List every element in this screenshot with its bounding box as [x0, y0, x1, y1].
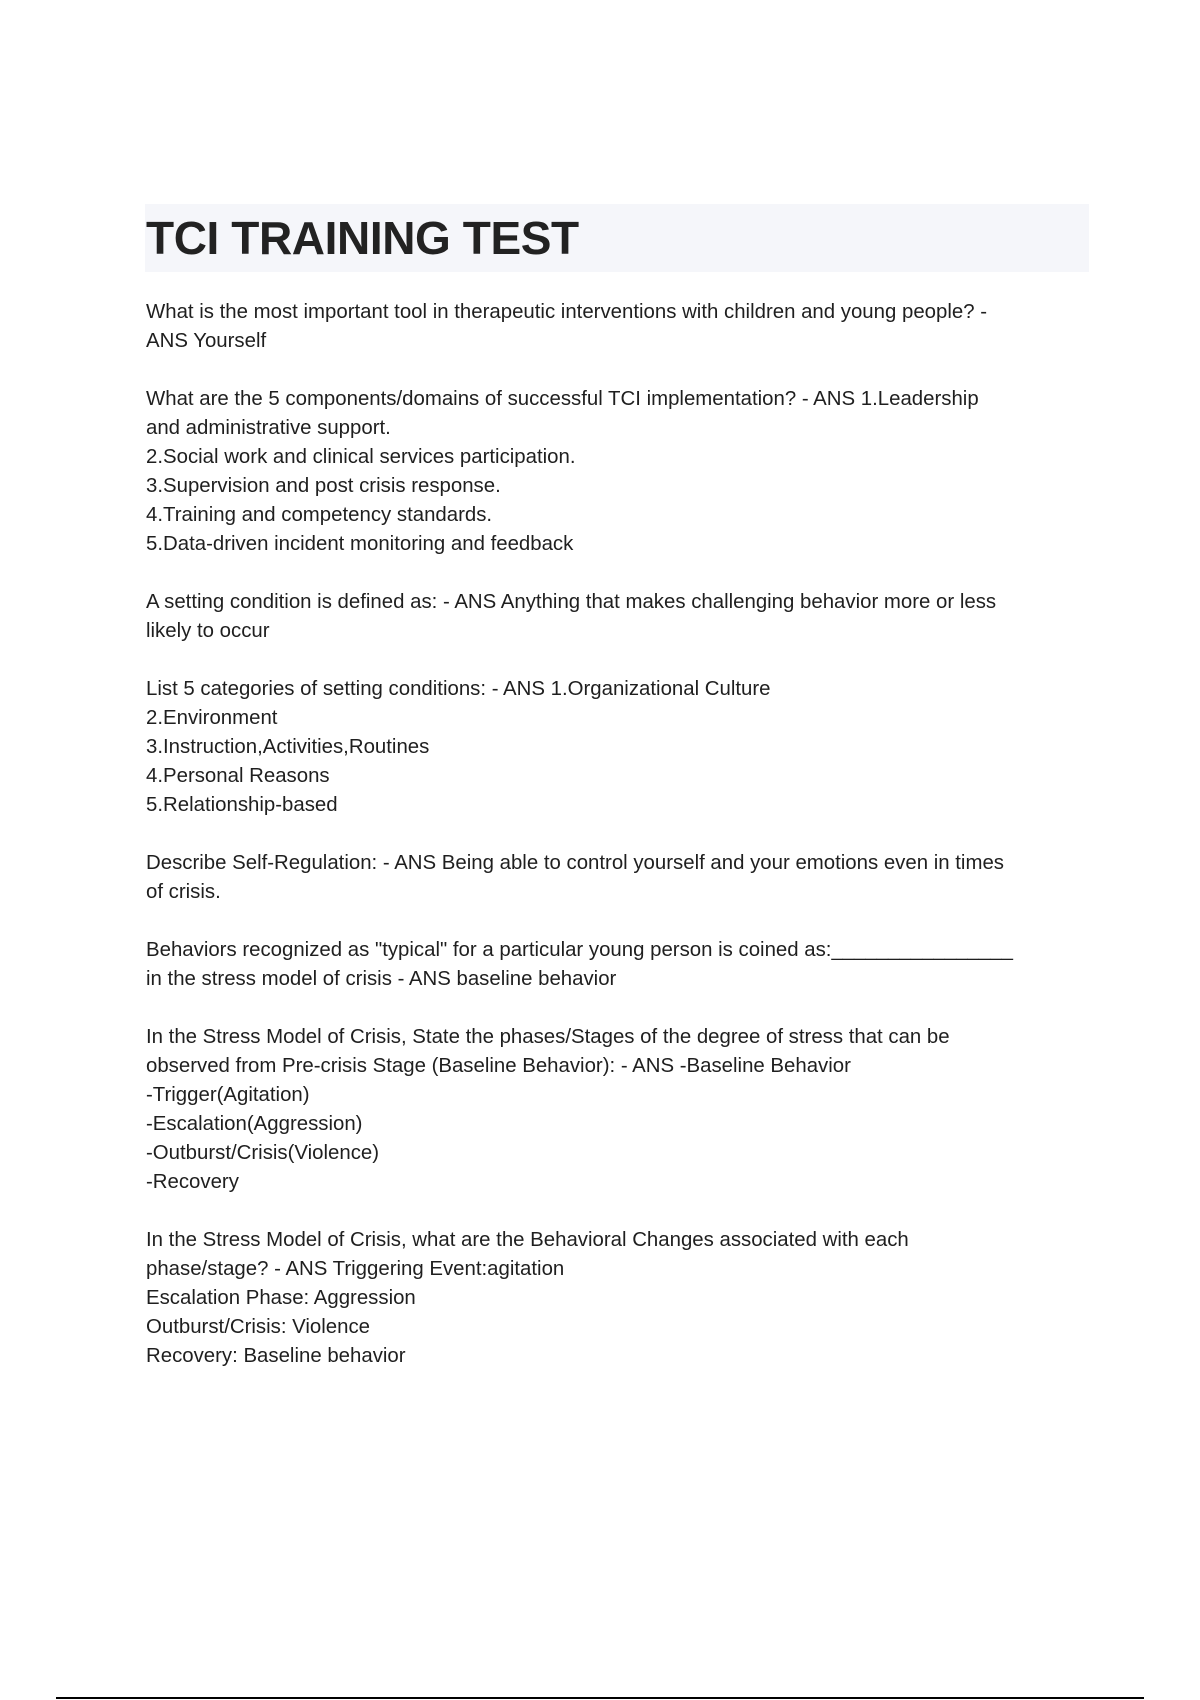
qa-line: likely to occur [146, 620, 270, 642]
document-title: TCI TRAINING TEST [146, 212, 579, 264]
qa-line: A setting condition is defined as: - ANS Anything that makes challenging behavior more or less [146, 591, 997, 613]
qa-line: 2.Environment [146, 707, 278, 729]
qa-line: -Recovery [146, 1171, 239, 1193]
qa-item-4 [146, 675, 1096, 820]
qa-line: phase/stage? - ANS Triggering Event:agitation [146, 1258, 565, 1280]
qa-line: of crisis. [146, 881, 221, 903]
qa-line: 3.Supervision and post crisis response. [146, 475, 501, 497]
qa-line: Outburst/Crisis: Violence [146, 1316, 371, 1338]
qa-line: observed from Pre-crisis Stage (Baseline Behavior): - ANS -Baseline Behavior [146, 1055, 851, 1077]
qa-line: ANS Yourself [146, 330, 267, 352]
qa-line: What is the most important tool in therapeutic interventions with children and young people? - [146, 301, 988, 323]
qa-list [146, 298, 1096, 1400]
qa-line: Behaviors recognized as "typical" for a particular young person is coined as:________________ [146, 939, 1013, 961]
qa-line: 5.Relationship-based [146, 794, 338, 816]
qa-item-8 [146, 1226, 1096, 1371]
qa-item-3 [146, 588, 1096, 646]
qa-line: 4.Training and competency standards. [146, 504, 493, 526]
page-bottom-rule [56, 1697, 1144, 1699]
qa-line: List 5 categories of setting conditions: - ANS 1.Organizational Culture [146, 678, 771, 700]
qa-line: What are the 5 components/domains of successful TCI implementation? - ANS 1.Leadership [146, 388, 979, 410]
qa-line: and administrative support. [146, 417, 391, 439]
qa-line: -Escalation(Aggression) [146, 1113, 363, 1135]
qa-item-5 [146, 849, 1096, 907]
qa-line: in the stress model of crisis - ANS baseline behavior [146, 968, 617, 990]
qa-line: 5.Data-driven incident monitoring and feedback [146, 533, 574, 555]
qa-line: -Outburst/Crisis(Violence) [146, 1142, 380, 1164]
qa-line: 2.Social work and clinical services participation. [146, 446, 576, 468]
qa-line: Recovery: Baseline behavior [146, 1345, 406, 1367]
qa-item-6 [146, 936, 1096, 994]
qa-line: In the Stress Model of Crisis, what are the Behavioral Changes associated with each [146, 1229, 909, 1251]
qa-item-2 [146, 385, 1096, 559]
qa-item-7 [146, 1023, 1096, 1197]
qa-line: 3.Instruction,Activities,Routines [146, 736, 430, 758]
qa-line: -Trigger(Agitation) [146, 1084, 310, 1106]
qa-line: Escalation Phase: Aggression [146, 1287, 416, 1309]
qa-item-1 [146, 298, 1096, 356]
qa-line: In the Stress Model of Crisis, State the phases/Stages of the degree of stress that can be [146, 1026, 950, 1048]
qa-line: Describe Self-Regulation: - ANS Being able to control yourself and your emotions even in times [146, 852, 1004, 874]
qa-line: 4.Personal Reasons [146, 765, 330, 787]
